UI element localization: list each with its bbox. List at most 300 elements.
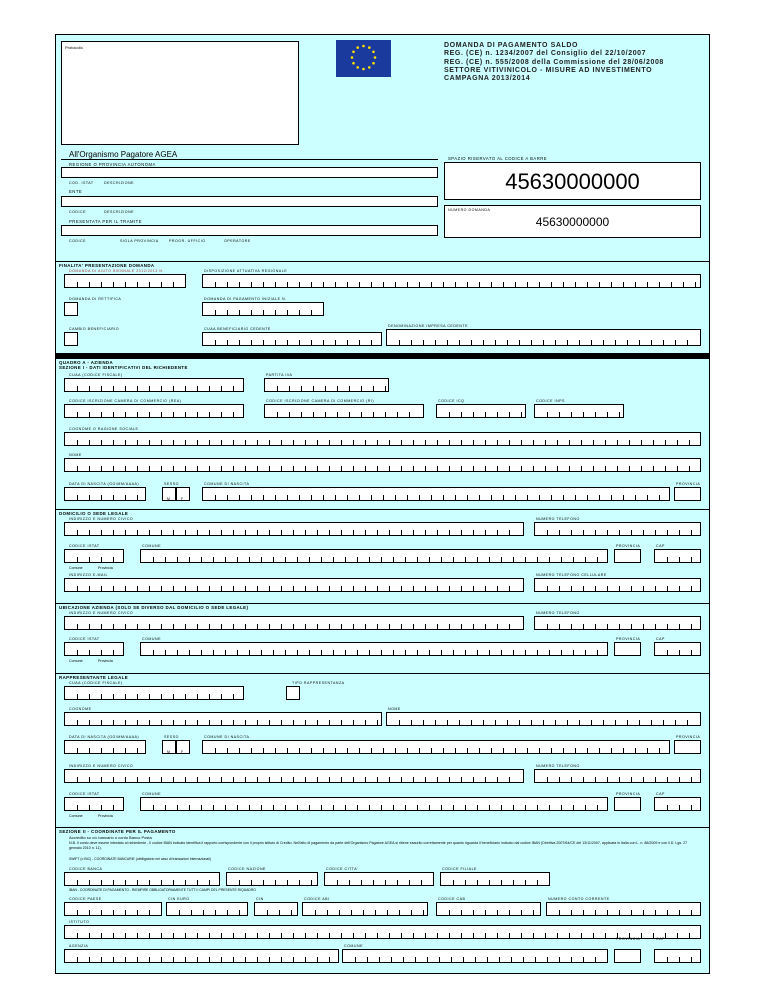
comb-tick bbox=[485, 777, 486, 782]
comb-tick bbox=[209, 957, 210, 962]
comb-tick bbox=[197, 386, 198, 391]
comb-tick bbox=[501, 557, 502, 562]
comb-tick bbox=[249, 650, 250, 655]
rapp-cap-field[interactable] bbox=[654, 797, 701, 811]
sez2-cap-field[interactable] bbox=[654, 949, 701, 963]
comb-tick bbox=[209, 386, 210, 391]
comb-tick bbox=[293, 957, 294, 962]
sez2-comune-field[interactable] bbox=[342, 949, 608, 963]
nome-field[interactable] bbox=[64, 458, 701, 472]
comb-tick bbox=[559, 412, 560, 417]
comb-tick bbox=[221, 440, 222, 445]
comb-tick bbox=[149, 624, 150, 629]
comb-tick bbox=[251, 880, 252, 885]
comb-tick bbox=[461, 440, 462, 445]
comb-tick bbox=[627, 340, 628, 345]
domicilio-telefono-field[interactable] bbox=[534, 522, 701, 536]
comb-tick bbox=[275, 282, 276, 287]
comb-tick bbox=[655, 530, 656, 535]
comb-tick bbox=[125, 933, 126, 938]
comb-tick bbox=[351, 910, 352, 915]
comb-tick bbox=[429, 650, 430, 655]
comb-tick bbox=[197, 466, 198, 471]
data-nascita-field[interactable] bbox=[64, 487, 146, 501]
comb-tick bbox=[509, 412, 510, 417]
comb-tick bbox=[555, 720, 556, 725]
comb-tick bbox=[449, 910, 450, 915]
icq-field[interactable] bbox=[436, 404, 526, 418]
sesso-m-field[interactable]: M bbox=[162, 487, 176, 501]
comb-tick bbox=[213, 557, 214, 562]
rapp-sesso-m-field[interactable]: M bbox=[162, 740, 176, 754]
comb-tick bbox=[197, 957, 198, 962]
comb-tick bbox=[443, 748, 444, 753]
comb-tick bbox=[515, 748, 516, 753]
cuaa-cedente-field[interactable] bbox=[202, 332, 382, 346]
comb-tick bbox=[485, 933, 486, 938]
comb-tick bbox=[571, 777, 572, 782]
comb-tick bbox=[365, 777, 366, 782]
comb-tick bbox=[285, 650, 286, 655]
comb-tick bbox=[377, 466, 378, 471]
comb-tick bbox=[557, 440, 558, 445]
sesso-f-field[interactable]: F bbox=[176, 487, 190, 501]
comune-nascita-field[interactable] bbox=[202, 487, 670, 501]
comb-tick bbox=[173, 880, 174, 885]
comb-tick bbox=[677, 466, 678, 471]
comb-tick bbox=[89, 495, 90, 500]
comb-tick bbox=[587, 748, 588, 753]
sez2-provincia-field[interactable] bbox=[614, 949, 641, 963]
comb-tick bbox=[527, 495, 528, 500]
comb-tick bbox=[125, 694, 126, 699]
comb-tick bbox=[101, 412, 102, 417]
provincia-nascita-field[interactable] bbox=[674, 487, 701, 501]
comb-tick bbox=[653, 466, 654, 471]
comb-tick bbox=[317, 957, 318, 962]
comb-tick bbox=[317, 586, 318, 591]
comb-tick bbox=[311, 748, 312, 753]
comb-tick bbox=[393, 650, 394, 655]
comb-tick bbox=[537, 880, 538, 885]
inps-field[interactable] bbox=[534, 404, 624, 418]
rapp-tipo-field[interactable] bbox=[286, 686, 300, 700]
comb-tick bbox=[679, 650, 680, 655]
comb-tick bbox=[441, 557, 442, 562]
comb-tick bbox=[431, 748, 432, 753]
comb-tick bbox=[347, 495, 348, 500]
comb-tick bbox=[177, 805, 178, 810]
ente-field[interactable] bbox=[61, 196, 438, 207]
comb-tick bbox=[113, 466, 114, 471]
comb-tick bbox=[575, 495, 576, 500]
comb-tick bbox=[269, 586, 270, 591]
comb-tick bbox=[101, 880, 102, 885]
comb-tick bbox=[215, 282, 216, 287]
comb-tick bbox=[153, 805, 154, 810]
comb-tick bbox=[191, 910, 192, 915]
comb-tick bbox=[335, 495, 336, 500]
codice-filiale-field[interactable] bbox=[440, 872, 550, 886]
istituto-field[interactable] bbox=[64, 925, 701, 939]
comb-tick bbox=[149, 412, 150, 417]
partita-iva-field[interactable] bbox=[264, 378, 389, 392]
comb-tick bbox=[691, 624, 692, 629]
comb-tick bbox=[419, 748, 420, 753]
comb-tick bbox=[665, 933, 666, 938]
comb-tick bbox=[113, 880, 114, 885]
iban-paese-field[interactable] bbox=[64, 902, 162, 916]
comb-tick bbox=[465, 650, 466, 655]
comb-tick bbox=[561, 650, 562, 655]
comb-tick bbox=[381, 557, 382, 562]
comb-tick bbox=[281, 440, 282, 445]
comb-tick bbox=[173, 282, 174, 287]
rapp-provincia-nascita-field[interactable] bbox=[674, 740, 701, 754]
agea-title: All'Organismo Pagatore AGEA bbox=[69, 150, 178, 159]
comb-tick bbox=[521, 933, 522, 938]
comb-tick bbox=[153, 557, 154, 562]
comb-tick bbox=[359, 748, 360, 753]
rettifica-checkbox[interactable] bbox=[64, 302, 78, 316]
email-field[interactable] bbox=[64, 578, 524, 592]
domicilio-istat-field[interactable] bbox=[64, 549, 124, 563]
comb-tick bbox=[161, 386, 162, 391]
comb-tick bbox=[437, 933, 438, 938]
comb-tick bbox=[161, 880, 162, 885]
rapp-comune-field[interactable] bbox=[140, 797, 608, 811]
comb-tick bbox=[417, 650, 418, 655]
comb-tick bbox=[269, 530, 270, 535]
comb-tick bbox=[185, 957, 186, 962]
comb-tick bbox=[311, 340, 312, 345]
ubicazione-cap-field[interactable] bbox=[654, 642, 701, 656]
comb-tick bbox=[227, 282, 228, 287]
rapp-nome-field[interactable] bbox=[386, 712, 701, 726]
comb-tick bbox=[347, 340, 348, 345]
comb-tick bbox=[113, 624, 114, 629]
comb-tick bbox=[581, 933, 582, 938]
comb-tick bbox=[89, 386, 90, 391]
comb-tick bbox=[551, 282, 552, 287]
comb-tick bbox=[377, 624, 378, 629]
comb-tick bbox=[281, 466, 282, 471]
comb-tick bbox=[465, 805, 466, 810]
iban-cin-euro-field[interactable] bbox=[166, 902, 248, 916]
comb-tick bbox=[125, 748, 126, 753]
comb-tick bbox=[595, 586, 596, 591]
comb-tick bbox=[509, 624, 510, 629]
comb-tick bbox=[173, 720, 174, 725]
comb-tick bbox=[329, 720, 330, 725]
comb-tick bbox=[305, 624, 306, 629]
comb-tick bbox=[599, 282, 600, 287]
comb-tick bbox=[579, 340, 580, 345]
comb-tick bbox=[77, 805, 78, 810]
comb-tick bbox=[387, 910, 388, 915]
comb-tick bbox=[509, 777, 510, 782]
comb-tick bbox=[619, 910, 620, 915]
comb-tick bbox=[239, 340, 240, 345]
comb-tick bbox=[663, 340, 664, 345]
comb-tick bbox=[257, 624, 258, 629]
comb-tick bbox=[277, 412, 278, 417]
comb-tick bbox=[581, 466, 582, 471]
comb-tick bbox=[555, 340, 556, 345]
comb-tick bbox=[497, 466, 498, 471]
comb-tick bbox=[619, 624, 620, 629]
comb-tick bbox=[185, 586, 186, 591]
regione-field[interactable] bbox=[61, 167, 438, 178]
rapp-cuaa-field[interactable] bbox=[64, 686, 244, 700]
comb-tick bbox=[389, 530, 390, 535]
comb-tick bbox=[477, 650, 478, 655]
comb-tick bbox=[153, 650, 154, 655]
comb-tick bbox=[435, 720, 436, 725]
comb-tick bbox=[209, 694, 210, 699]
comb-tick bbox=[407, 282, 408, 287]
agenzia-field[interactable] bbox=[64, 949, 339, 963]
iban-cab-field[interactable] bbox=[436, 902, 541, 916]
comb-tick bbox=[353, 466, 354, 471]
comb-tick bbox=[341, 777, 342, 782]
rea-field[interactable] bbox=[64, 404, 244, 418]
comb-tick bbox=[101, 694, 102, 699]
ubicazione-provincia-field[interactable] bbox=[614, 642, 641, 656]
protocol-box[interactable] bbox=[61, 41, 299, 145]
comb-tick bbox=[677, 933, 678, 938]
comb-tick bbox=[291, 910, 292, 915]
comb-tick bbox=[413, 624, 414, 629]
comb-tick bbox=[77, 650, 78, 655]
finalita-title: FINALITA' PRESENTAZIONE DOMANDA bbox=[59, 263, 155, 268]
comb-tick bbox=[101, 720, 102, 725]
comb-tick bbox=[573, 805, 574, 810]
comb-tick bbox=[411, 720, 412, 725]
denominazione-cedente-field[interactable] bbox=[386, 329, 701, 346]
comb-tick bbox=[305, 957, 306, 962]
comb-tick bbox=[263, 880, 264, 885]
comb-tick bbox=[417, 557, 418, 562]
domicilio-comune-field[interactable] bbox=[140, 549, 608, 563]
comb-tick bbox=[631, 586, 632, 591]
comb-tick bbox=[655, 586, 656, 591]
comb-tick bbox=[667, 910, 668, 915]
comb-tick bbox=[245, 530, 246, 535]
numero-domanda-box: NUMERO DOMANDA 45630000000 bbox=[444, 205, 701, 238]
comb-tick bbox=[563, 748, 564, 753]
comb-tick bbox=[377, 933, 378, 938]
comb-tick bbox=[273, 805, 274, 810]
comb-tick bbox=[287, 282, 288, 287]
comb-tick bbox=[691, 530, 692, 535]
comb-tick bbox=[215, 310, 216, 315]
comb-tick bbox=[537, 557, 538, 562]
comb-tick bbox=[263, 310, 264, 315]
comb-tick bbox=[475, 957, 476, 962]
comb-tick bbox=[587, 495, 588, 500]
comb-tick bbox=[161, 530, 162, 535]
comb-tick bbox=[643, 586, 644, 591]
rapp-istat-field[interactable] bbox=[64, 797, 124, 811]
comb-tick bbox=[641, 466, 642, 471]
comb-tick bbox=[113, 910, 114, 915]
comb-tick bbox=[467, 282, 468, 287]
disposizione-field[interactable] bbox=[202, 274, 701, 288]
comb-tick bbox=[293, 624, 294, 629]
comb-tick bbox=[547, 586, 548, 591]
pagamento-iniziale-field[interactable] bbox=[202, 302, 324, 316]
comb-tick bbox=[137, 495, 138, 500]
comb-tick bbox=[77, 440, 78, 445]
comb-tick bbox=[379, 957, 380, 962]
ri-field[interactable] bbox=[264, 404, 424, 418]
comb-tick bbox=[137, 386, 138, 391]
ubicazione-indirizzo-field[interactable] bbox=[64, 616, 524, 630]
comb-tick bbox=[177, 557, 178, 562]
comb-tick bbox=[595, 530, 596, 535]
ubicazione-telefono-field[interactable] bbox=[534, 616, 701, 630]
domicilio-cap-field[interactable] bbox=[654, 549, 701, 563]
comb-tick bbox=[137, 282, 138, 287]
codice-nazione-field[interactable] bbox=[226, 872, 318, 886]
comb-tick bbox=[391, 957, 392, 962]
comb-tick bbox=[409, 880, 410, 885]
comb-tick bbox=[561, 805, 562, 810]
domanda-aiuto-field[interactable] bbox=[64, 274, 186, 288]
comb-tick bbox=[597, 650, 598, 655]
comb-tick bbox=[149, 694, 150, 699]
comb-tick bbox=[299, 495, 300, 500]
comb-tick bbox=[629, 466, 630, 471]
comb-tick bbox=[161, 957, 162, 962]
rapp-comune-nascita-field[interactable] bbox=[202, 740, 670, 754]
cuaa-field[interactable] bbox=[64, 378, 244, 392]
comb-tick bbox=[385, 412, 386, 417]
iban-conto-field[interactable] bbox=[546, 902, 701, 916]
rapp-data-nascita-field[interactable] bbox=[64, 740, 146, 754]
comb-tick bbox=[173, 777, 174, 782]
comb-tick bbox=[77, 910, 78, 915]
comb-tick bbox=[509, 586, 510, 591]
comb-tick bbox=[425, 440, 426, 445]
cambio-checkbox[interactable] bbox=[64, 332, 78, 346]
numero-domanda-value: 45630000000 bbox=[535, 215, 610, 229]
comb-tick bbox=[215, 340, 216, 345]
comb-tick bbox=[595, 957, 596, 962]
comb-tick bbox=[409, 412, 410, 417]
comb-tick bbox=[503, 748, 504, 753]
comb-tick bbox=[149, 466, 150, 471]
rapp-indirizzo-field[interactable] bbox=[64, 769, 524, 783]
iban-cin-field[interactable] bbox=[254, 902, 298, 916]
ubicazione-istat-field[interactable] bbox=[64, 642, 124, 656]
codice-citta-field[interactable] bbox=[324, 872, 434, 886]
comb-tick bbox=[89, 440, 90, 445]
comb-tick bbox=[233, 440, 234, 445]
comb-tick bbox=[185, 440, 186, 445]
domicilio-provincia-field[interactable] bbox=[614, 549, 641, 563]
comb-tick bbox=[665, 466, 666, 471]
comb-tick bbox=[113, 957, 114, 962]
comb-tick bbox=[161, 282, 162, 287]
comb-tick bbox=[347, 748, 348, 753]
comb-tick bbox=[611, 748, 612, 753]
comb-tick bbox=[643, 624, 644, 629]
comb-tick bbox=[679, 805, 680, 810]
comb-tick bbox=[209, 933, 210, 938]
comb-tick bbox=[137, 694, 138, 699]
cognome-field[interactable] bbox=[64, 432, 701, 446]
cellulare-field[interactable] bbox=[534, 578, 701, 592]
comb-tick bbox=[89, 586, 90, 591]
comb-tick bbox=[299, 310, 300, 315]
comb-tick bbox=[189, 557, 190, 562]
ubicazione-comune-field[interactable] bbox=[140, 642, 608, 656]
comb-tick bbox=[455, 748, 456, 753]
tramite-field[interactable] bbox=[61, 225, 438, 236]
comb-tick bbox=[647, 748, 648, 753]
comb-tick bbox=[461, 624, 462, 629]
comb-tick bbox=[689, 440, 690, 445]
comb-tick bbox=[549, 650, 550, 655]
comb-tick bbox=[311, 880, 312, 885]
comb-tick bbox=[571, 624, 572, 629]
comb-tick bbox=[345, 805, 346, 810]
comb-tick bbox=[89, 557, 90, 562]
comb-tick bbox=[559, 530, 560, 535]
comb-tick bbox=[559, 586, 560, 591]
comb-tick bbox=[471, 720, 472, 725]
comb-tick bbox=[571, 957, 572, 962]
comb-tick bbox=[371, 748, 372, 753]
comb-tick bbox=[89, 282, 90, 287]
comb-tick bbox=[345, 557, 346, 562]
comb-tick bbox=[377, 440, 378, 445]
comb-tick bbox=[239, 282, 240, 287]
comb-tick bbox=[317, 720, 318, 725]
domicilio-indirizzo-field[interactable] bbox=[64, 522, 524, 536]
comb-tick bbox=[543, 340, 544, 345]
comb-tick bbox=[389, 440, 390, 445]
comb-tick bbox=[567, 340, 568, 345]
rapp-telefono-field[interactable] bbox=[534, 769, 701, 783]
comb-tick bbox=[667, 957, 668, 962]
comb-tick bbox=[197, 880, 198, 885]
comb-tick bbox=[281, 777, 282, 782]
comb-tick bbox=[297, 805, 298, 810]
comb-tick bbox=[299, 748, 300, 753]
rapp-provincia-field[interactable] bbox=[614, 797, 641, 811]
iban-abi-field[interactable] bbox=[302, 902, 428, 916]
comb-tick bbox=[357, 650, 358, 655]
comb-tick bbox=[535, 957, 536, 962]
comb-tick bbox=[227, 310, 228, 315]
comb-tick bbox=[161, 586, 162, 591]
comb-tick bbox=[257, 440, 258, 445]
comb-tick bbox=[377, 530, 378, 535]
comb-tick bbox=[101, 910, 102, 915]
comb-tick bbox=[77, 530, 78, 535]
rapp-cognome-field[interactable] bbox=[64, 712, 382, 726]
rapp-sesso-f-field[interactable]: F bbox=[176, 740, 190, 754]
comb-tick bbox=[317, 777, 318, 782]
comb-tick bbox=[185, 694, 186, 699]
codice-banca-field[interactable] bbox=[64, 872, 220, 886]
comb-tick bbox=[545, 933, 546, 938]
comb-tick bbox=[395, 282, 396, 287]
comb-tick bbox=[161, 720, 162, 725]
